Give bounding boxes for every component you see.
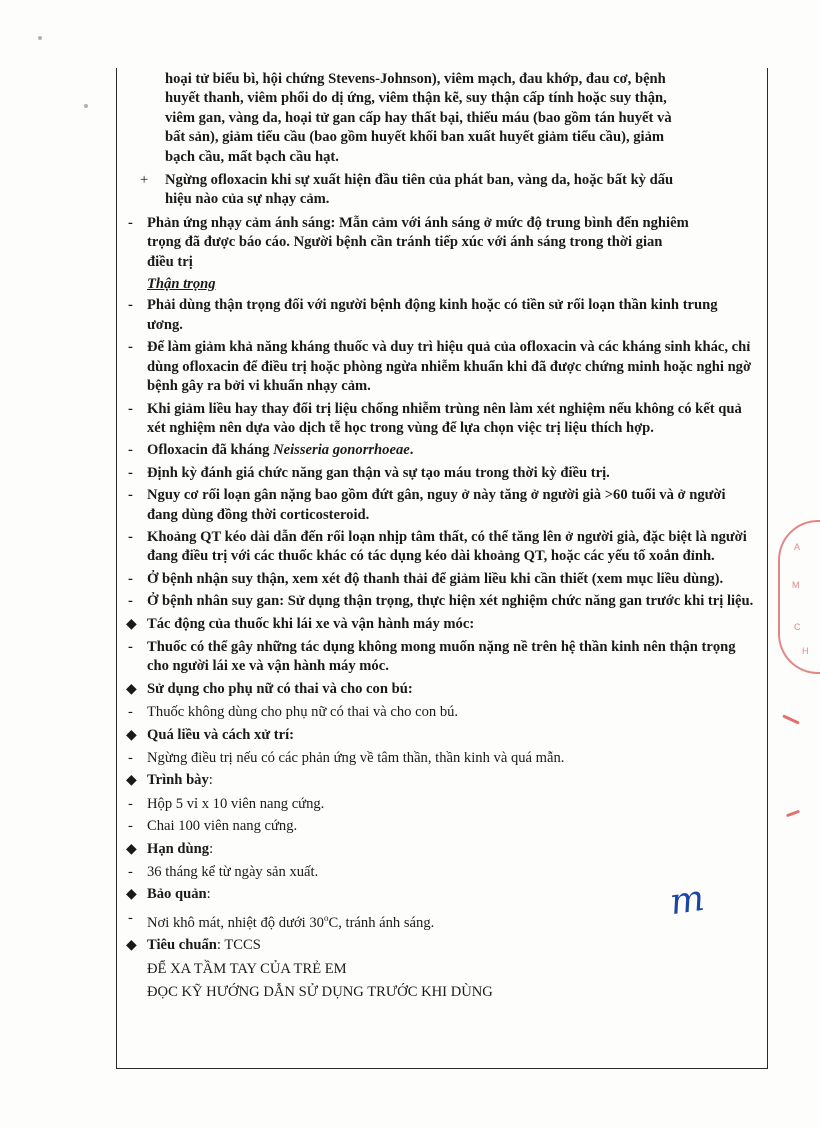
document-body [128, 70, 756, 1002]
caution-item: - Khoảng QT kéo dài dẫn đến rối loạn nhịp tâm thất, có thể tăng lên ở người già, đặc biệt là người đang điều trị với các thuốc khác có tác dụng kéo dài khoảng QT, hoặc các yếu tố xoắn đỉnh. [128, 528, 756, 567]
stop-ofloxacin-item: + Ngừng ofloxacin khi sự xuất hiện đầu tiên của phát ban, vàng da, hoặc bất kỳ dấu hiệu nào của sự nhạy cảm. [140, 172, 674, 208]
presentation-item: - Hộp 5 vỉ x 10 viên nang cứng. [128, 795, 756, 814]
diamond-bullet-icon: ◆ [126, 938, 137, 954]
overdose-item: - Ngừng điều trị nếu có các phản ứng về tâm thần, thần kinh và quá mẫn. [128, 749, 756, 768]
presentation-heading: ◆ Trình bày: [128, 771, 756, 790]
scan-speck [38, 36, 42, 40]
overdose-heading: ◆ Quá liều và cách xử trí: [128, 726, 756, 745]
read-instructions-warning: ĐỌC KỸ HƯỚNG DẪN SỬ DỤNG TRƯỚC KHI DÙNG [147, 983, 493, 1000]
diamond-bullet-icon: ◆ [126, 616, 137, 632]
red-stamp: A M C H [778, 520, 820, 674]
storage-item: - Nơi khô mát, nhiệt độ dưới 30$^o$C, tránh ánh sáng. [128, 909, 756, 933]
shelf-life-heading: ◆ Hạn dùng: [128, 840, 756, 859]
caution-heading: Thận trọng [147, 276, 216, 293]
keep-away-warning: ĐỂ XA TẦM TAY CỦA TRẺ EM [147, 960, 347, 977]
diamond-bullet-icon: ◆ [126, 841, 137, 857]
storage-heading: ◆ Bảo quản: [128, 885, 756, 904]
shelf-life-item: - 36 tháng kể từ ngày sản xuất. [128, 863, 756, 882]
scan-speck [84, 104, 88, 108]
standard-heading: ◆ Tiêu chuẩn: TCCS [128, 936, 756, 955]
presentation-item: - Chai 100 viên nang cứng. [128, 817, 756, 836]
photosensitivity-item: - Phản ứng nhạy cảm ánh sáng: Mẫn cảm với ánh sáng ở mức độ trung bình đến nghiêm trọng đã được báo cáo. Người bệnh cần tránh tiếp xúc với ánh sáng trong thời gian điều trị [128, 214, 756, 272]
diamond-bullet-icon: ◆ [126, 681, 137, 697]
neisseria-item: - Ofloxacin đã kháng Neisseria gonorrhoeae. [128, 441, 756, 460]
pregnancy-item: - Thuốc không dùng cho phụ nữ có thai và cho con bú. [128, 703, 756, 722]
caution-item: - Ở bệnh nhân suy gan: Sử dụng thận trọng, thực hiện xét nghiệm chức năng gan trước khi trị liệu. [128, 592, 756, 611]
red-ink-mark [786, 810, 800, 818]
caution-item: - Định kỳ đánh giá chức năng gan thận và sự tạo máu trong thời kỳ điều trị. [128, 464, 756, 483]
adverse-effects-continuation: hoại tử biểu bì, hội chứng Stevens-Johnson), viêm mạch, đau khớp, đau cơ, bệnh huyết thanh, viêm phổi do dị ứng, viêm thận kẽ, suy thận cấp tính hoặc suy thận, viêm gan, vàng da, hoại tử gan cấp hay thất bại, thiếu máu (bao gồm tán huyết và bất sản), giảm tiểu cầu (bao gồm huyết khối ban xuất huyết giảm tiểu cầu), giảm bạch cầu, mất bạch cầu hạt. [165, 71, 672, 165]
handwritten-signature: m [667, 877, 707, 924]
caution-item: - Ở bệnh nhận suy thận, xem xét độ thanh thải để giảm liều khi cần thiết (xem mục liều dùng). [128, 570, 756, 589]
caution-item: - Nguy cơ rối loạn gân nặng bao gồm đứt gân, nguy ở này tăng ở người già >60 tuổi và ở người đang dùng đồng thời corticosteroid. [128, 486, 756, 525]
caution-item: - Để làm giảm khả năng kháng thuốc và duy trì hiệu quả của ofloxacin và các kháng sinh khác, chỉ dùng ofloxacin để điều trị hoặc phòng ngừa nhiễm khuẩn khi đã được chứng minh hoặc nghi ngờ bệnh gây ra bởi vi khuẩn nhạy cảm. [128, 338, 756, 396]
pregnancy-heading: ◆ Sử dụng cho phụ nữ có thai và cho con bú: [128, 680, 756, 699]
diamond-bullet-icon: ◆ [126, 727, 137, 743]
caution-item: - Khi giảm liều hay thay đổi trị liệu chống nhiễm trùng nên làm xét nghiệm nếu không có kết quả xét nghiệm nên dựa vào dịch tễ học trong vùng để lựa chọn việc trị liệu thích hợp. [128, 400, 756, 439]
diamond-bullet-icon: ◆ [126, 887, 137, 903]
driving-item: - Thuốc có thể gây những tác dụng không mong muốn nặng nề trên hệ thần kinh nên thận trọng cho người lái xe và vận hành máy móc. [128, 638, 756, 677]
caution-item: - Phải dùng thận trọng đối với người bệnh động kinh hoặc có tiền sử rối loạn thần kinh trung ương. [128, 296, 756, 335]
diamond-bullet-icon: ◆ [126, 773, 137, 789]
red-ink-mark [782, 714, 800, 724]
driving-heading: ◆ Tác động của thuốc khi lái xe và vận hành máy móc: [128, 615, 756, 634]
plus-bullet: + [140, 172, 149, 189]
